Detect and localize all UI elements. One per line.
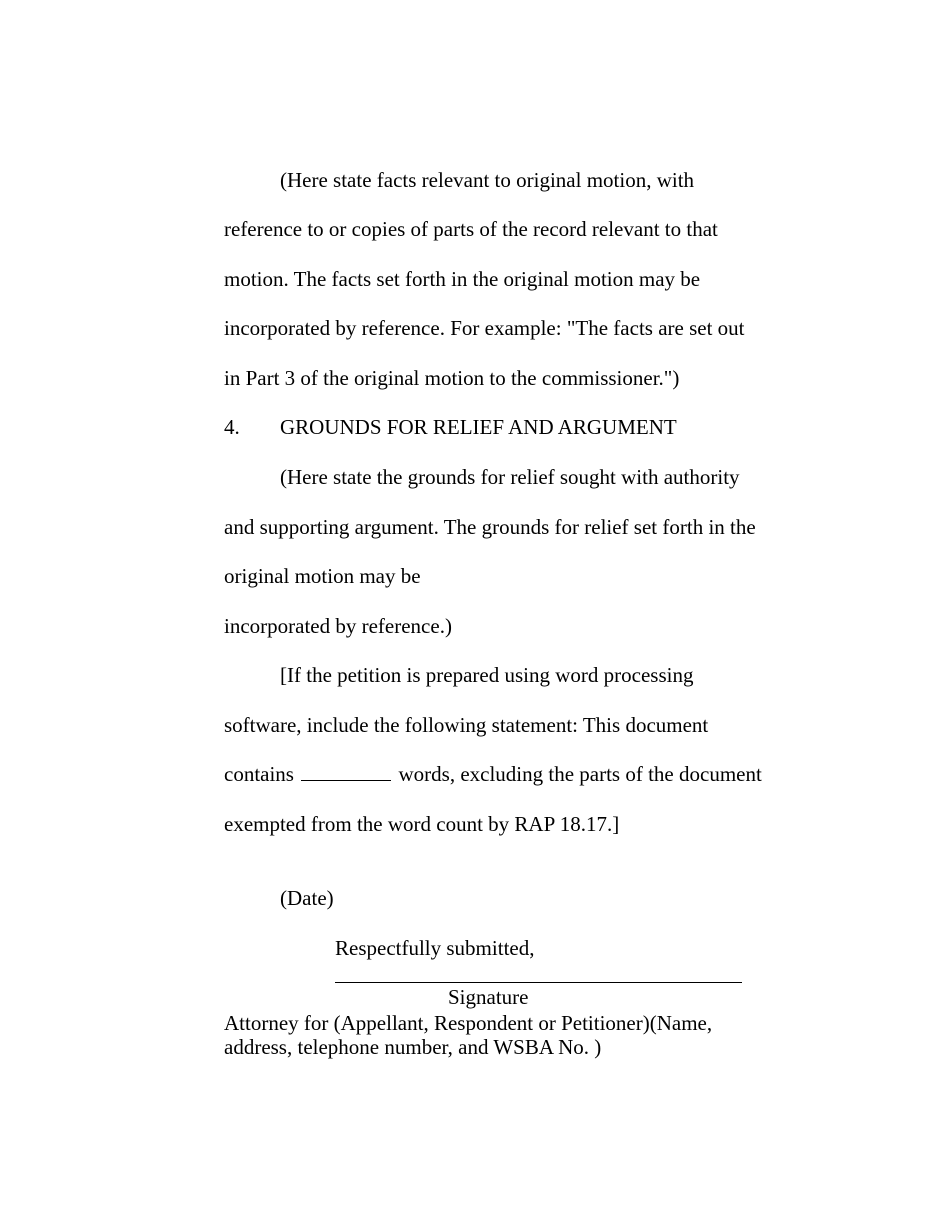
signature-line [335,982,742,983]
grounds-line-4: incorporated by reference.) [224,614,452,638]
facts-line-1: (Here state facts relevant to original motion, with [280,168,695,192]
word-count-prefix: contains [224,762,294,786]
attorney-line-1: Attorney for (Appellant, Respondent or Petitioner)(Name, [224,1011,713,1035]
word-count-blank [301,780,391,781]
grounds-line-2: and supporting argument. The grounds for relief set forth in the [224,515,756,539]
section-heading [224,415,677,439]
word-count-suffix: words, excluding the parts of the document [398,762,762,786]
signature-label: Signature [448,985,529,1009]
grounds-line-1: (Here state the grounds for relief sought with authority [280,465,740,489]
facts-line-3: motion. The facts set forth in the original motion may be [224,267,701,291]
facts-line-5: in Part 3 of the original motion to the commissioner.") [224,366,680,390]
facts-line-4: incorporated by reference. For example: "The facts are set out [224,316,745,340]
section-title: GROUNDS FOR RELIEF AND ARGUMENT [280,415,677,439]
section-number: 4. [224,415,240,439]
grounds-line-3: original motion may be [224,564,421,588]
word-count-line-1: [If the petition is prepared using word processing [280,663,694,687]
closing-text: Respectfully submitted, [335,936,535,960]
date-placeholder: (Date) [280,886,334,910]
word-count-line-4: exempted from the word count by RAP 18.17.] [224,812,620,836]
attorney-line-2: address, telephone number, and WSBA No. ) [224,1035,602,1059]
word-count-line-3 [224,762,762,786]
word-count-line-2: software, include the following statement: This document [224,713,709,737]
facts-line-2: reference to or copies of parts of the record relevant to that [224,217,718,241]
